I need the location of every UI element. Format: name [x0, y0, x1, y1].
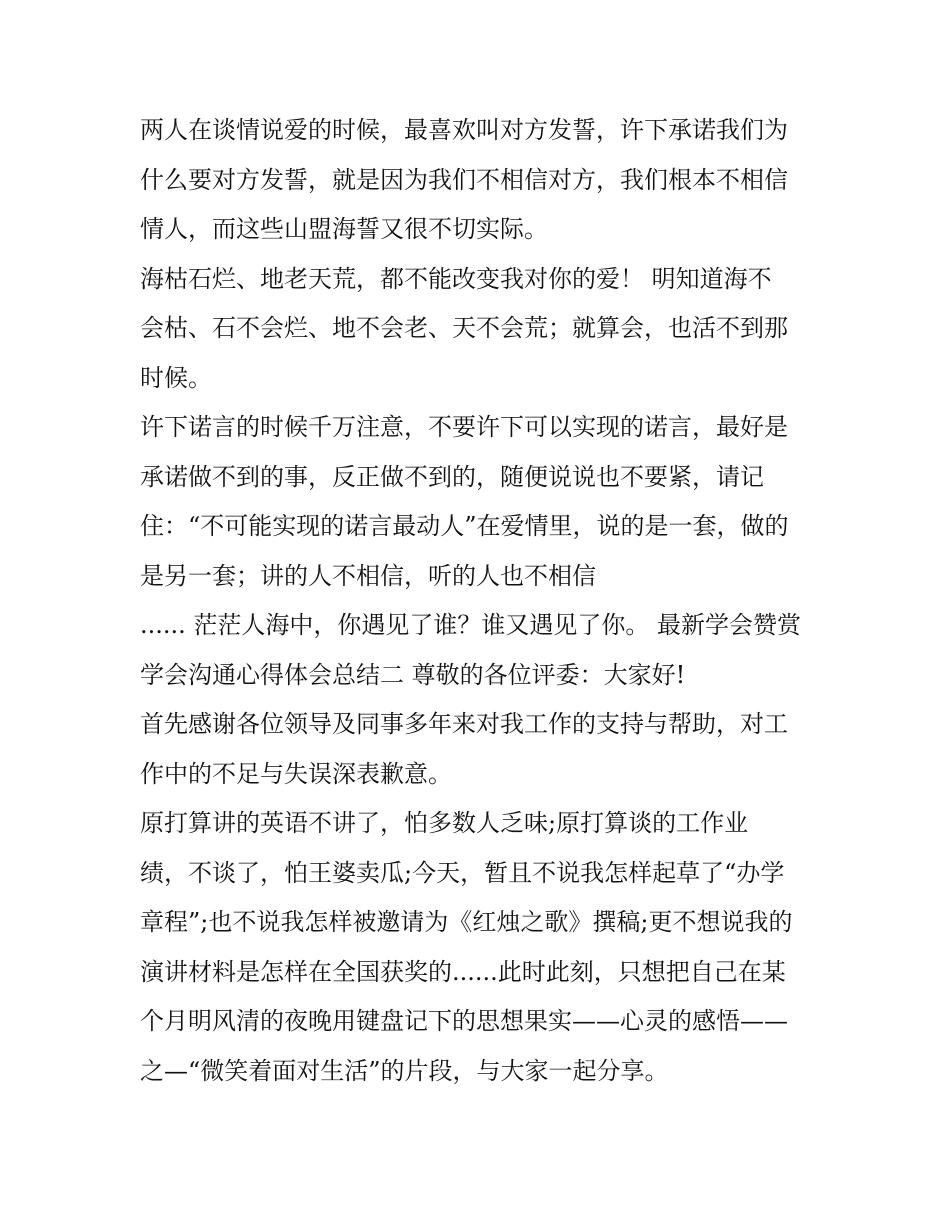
- text-line-7: 许下诺言的时候千万注意，不要许下可以实现的诺言，最好是: [140, 413, 788, 441]
- text-line-13: 首先感谢各位领导及同事多年来对我工作的支持与帮助，对工: [140, 710, 788, 738]
- text-line-19: 个月明风清的夜晚用键盘记下的思想果实——心灵的感悟——: [140, 1007, 788, 1035]
- text-line-12: 学会沟通心得体会总结二 尊敬的各位评委：大家好!: [140, 660, 686, 689]
- text-line-18: 演讲材料是怎样在全国获奖的......此时此刻，只想把自己在某: [140, 957, 786, 986]
- text-line-17: 章程”;也不说我怎样被邀请为《红烛之歌》撰稿;更不想说我的: [140, 908, 793, 936]
- text-line-5: 会枯、石不会烂、地不会老、天不会荒；就算会，也活不到那: [140, 314, 788, 342]
- text-line-20: 之—“微笑着面对生活”的片段，与大家一起分享。: [140, 1056, 669, 1085]
- text-line-11: ...... 茫茫人海中，你遇见了谁？谁又遇见了你。 最新学会赞赏: [140, 611, 802, 639]
- text-line-2: 什么要对方发誓，就是因为我们不相信对方，我们根本不相信: [140, 165, 788, 194]
- text-line-6: 时候。: [140, 363, 212, 392]
- text-line-3: 情人，而这些山盟海誓又很不切实际。: [140, 215, 548, 243]
- text-line-10: 是另一套；讲的人不相信，听的人也不相信: [140, 561, 596, 590]
- text-line-14: 作中的不足与失误深表歉意。: [140, 759, 452, 788]
- text-line-16: 绩，不谈了，怕王婆卖瓜;今天，暂且不说我怎样起草了“办学: [140, 858, 785, 887]
- text-line-1: 两人在谈情说爱的时候，最喜欢叫对方发誓，许下承诺我们为: [140, 116, 788, 144]
- text-line-15: 原打算讲的英语不讲了，怕多数人乏味;原打算谈的工作业: [140, 809, 749, 837]
- text-line-8: 承诺做不到的事，反正做不到的，随便说说也不要紧，请记: [140, 462, 764, 491]
- text-line-9: 住：“不可能实现的诺言最动人”在爱情里，说的是一套，做的: [140, 512, 789, 540]
- text-line-4: 海枯石烂、地老天荒，都不能改变我对你的爱！ 明知道海不: [140, 264, 772, 293]
- document-body: [140, 106, 815, 1096]
